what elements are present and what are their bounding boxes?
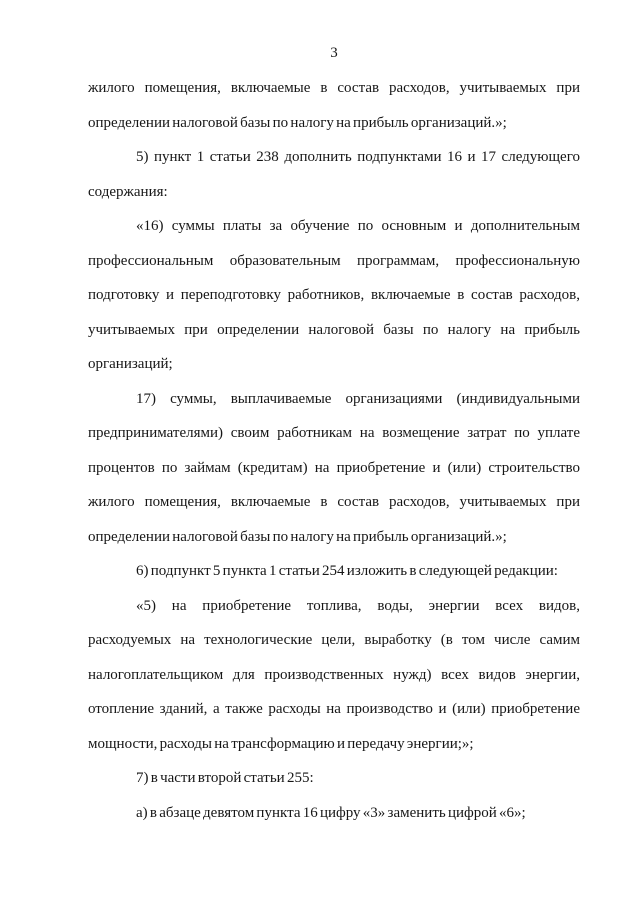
- text-line: процентов по займам (кредитам) на приобретение и (или) строительство: [88, 459, 580, 476]
- text-line: профессиональным образовательным программам, профессиональную: [88, 252, 580, 269]
- text-line: подготовку и переподготовку работников, включаемые в состав расходов,: [88, 287, 580, 303]
- text-line: определении налоговой базы по налогу на прибыль организаций.»;: [88, 114, 507, 131]
- text-line: содержания:: [88, 183, 168, 200]
- text-line: организаций;: [88, 356, 173, 372]
- text-line: 7) в части второй статьи 255:: [136, 770, 314, 786]
- text-line: жилого помещения, включаемые в состав расходов, учитываемых при: [88, 494, 580, 510]
- text-line: а) в абзаце девятом пункта 16 цифру «3» заменить цифрой «6»;: [136, 804, 526, 821]
- text-line: 6) подпункт 5 пункта 1 статьи 254 изложить в следующей редакции:: [136, 563, 558, 579]
- text-line: учитываемых при определении налоговой базы по налогу на прибыль: [88, 321, 580, 338]
- document-body: [88, 71, 580, 830]
- text-line: «16) суммы платы за обучение по основным и дополнительным: [136, 218, 580, 234]
- text-line: расходуемых на технологические цели, выработку (в том числе самим: [88, 632, 580, 648]
- text-line: жилого помещения, включаемые в состав расходов, учитываемых при: [88, 80, 580, 96]
- text-line: мощности, расходы на трансформацию и передачу энергии;»;: [88, 735, 474, 752]
- text-line: «5) на приобретение топлива, воды, энергии всех видов,: [136, 597, 580, 614]
- text-line: определении налоговой базы по налогу на прибыль организаций.»;: [88, 528, 507, 545]
- text-line: предпринимателями) своим работникам на возмещение затрат по уплате: [88, 425, 580, 441]
- text-line: 17) суммы, выплачиваемые организациями (индивидуальными: [136, 390, 580, 407]
- text-line: 5) пункт 1 статьи 238 дополнить подпунктами 16 и 17 следующего: [136, 149, 580, 165]
- text-line: налогоплательщиком для производственных нужд) всех видов энергии,: [88, 666, 580, 683]
- page-number: 3: [330, 45, 338, 61]
- text-line: отопление зданий, а также расходы на производство и (или) приобретение: [88, 701, 580, 717]
